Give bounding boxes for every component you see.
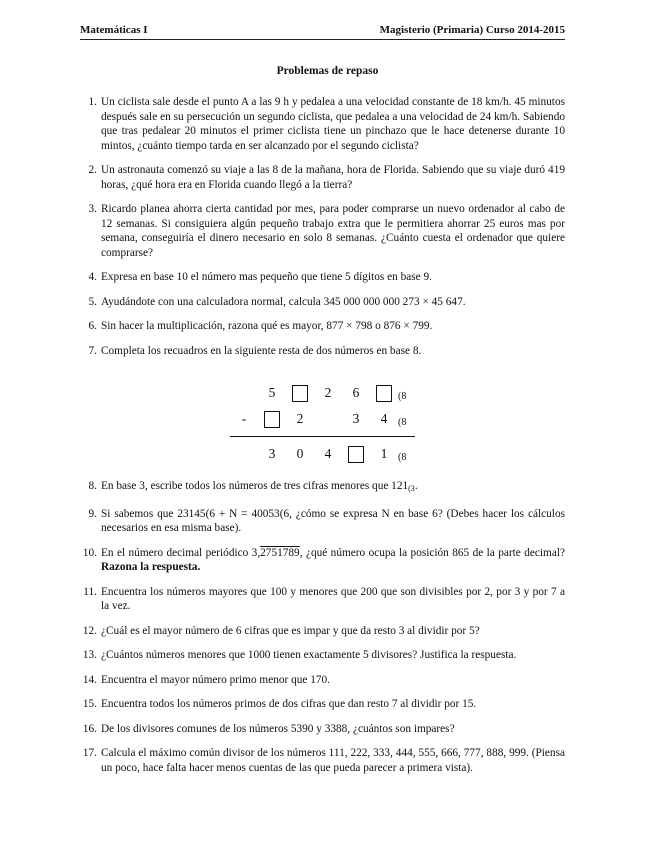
problem-number: 10. <box>82 546 97 559</box>
base8-subtraction <box>230 380 430 467</box>
problem-list <box>80 95 565 785</box>
repeating-digits: 2751789 <box>260 546 300 559</box>
problem-text <box>101 546 565 575</box>
problem-text: Encuentra el mayor número primo menor que 170. <box>101 673 331 686</box>
problem-number: 12. <box>82 624 97 637</box>
digit: 3 <box>268 445 276 461</box>
digit: 5 <box>268 384 276 400</box>
page-header <box>80 24 565 40</box>
problem-text: Encuentra todos los números primos de dos cifras que dan resto 7 al dividir por 15. <box>101 698 477 710</box>
problem-number: 16. <box>82 722 97 735</box>
digit <box>230 441 258 467</box>
problem-number: 9. <box>88 507 97 520</box>
problem-16 <box>80 722 565 737</box>
problem-2 <box>80 163 565 192</box>
problem-number: 11. <box>83 585 97 598</box>
problem-number: 1. <box>88 96 97 108</box>
digit <box>314 406 342 432</box>
base-label: (8 <box>398 451 407 463</box>
problem-7 <box>80 344 565 359</box>
minus-sign: - <box>241 410 247 426</box>
subtraction-rule <box>230 436 415 437</box>
digit: 4 <box>324 445 332 461</box>
problem-number: 13. <box>82 649 97 661</box>
digit: 6 <box>352 384 360 400</box>
problem-number: 8. <box>88 480 97 492</box>
digit: 1 <box>380 445 388 461</box>
minuend-row <box>230 380 430 406</box>
problem-text-main: En base 3, escribe todos los números de tres cifras menores que 121 <box>101 480 409 492</box>
problem-12 <box>80 624 565 639</box>
base-label: (8 <box>398 416 407 428</box>
subtrahend-row <box>230 406 430 432</box>
problem-number: 3. <box>88 203 97 215</box>
empty-box-icon <box>376 385 392 402</box>
emphasis-text: Razona la respuesta. <box>101 561 201 573</box>
problem-text: Calcula el máximo común divisor de los números 111, 222, 333, 444, 555, 666, 777, 888, 999. (Piensa un poco, hace falta hacer menos cuentas de las que pueda parecer a primera vista). <box>101 747 565 774</box>
problem-4 <box>80 270 565 285</box>
problem-text: Un astronauta comenzó su viaje a las 8 de la mañana, hora de Florida. Sabiendo que su viaje duró 419 horas, ¿qué hora era en Florida cuando llegó a la tierra? <box>101 164 565 191</box>
blank-box[interactable] <box>258 406 286 432</box>
blank-box[interactable] <box>370 380 398 406</box>
problem-text <box>101 479 565 497</box>
problem-14 <box>80 673 565 688</box>
page-title: Problemas de repaso <box>276 65 379 77</box>
problem-1 <box>80 95 565 153</box>
blank-box[interactable] <box>286 380 314 406</box>
problem-text: Completa los recuadros en la siguiente resta de dos números en base 8. <box>101 344 422 357</box>
problem-text: Ricardo planea ahorra cierta cantidad por mes, para poder comprarse un nuevo ordenador al cabo de 12 semanas. Si consiguiera algún pequeño trabajo extra que le permitiera ahorrar 25 euros mas por semana, conseguiría el dinero necesario en solo 8 semanas. ¿Cuánto cuesta el ordenador que quiere comprarse? <box>101 203 565 259</box>
empty-box-icon <box>264 411 280 428</box>
problem-3 <box>80 202 565 260</box>
problem-text: ¿Cuál es el mayor número de 6 cifras que es impar y que da resto 3 al dividir por 5? <box>101 624 480 637</box>
problem-15 <box>80 697 565 712</box>
problem-10 <box>80 546 565 575</box>
problem-number: 14. <box>82 673 97 686</box>
course-info: Magisterio (Primaria) Curso 2014-2015 <box>379 24 565 36</box>
problem-11 <box>80 585 565 614</box>
problem-number: 5. <box>88 295 97 308</box>
problem-text-pre: En el número decimal periódico 3, <box>101 546 261 559</box>
problem-text: Ayudándote con una calculadora normal, calcula 345 000 000 000 273 × 45 647. <box>101 295 466 308</box>
blank-box[interactable] <box>342 441 370 467</box>
empty-box-icon <box>348 446 364 463</box>
problem-17 <box>80 746 565 775</box>
problem-text: ¿Cuántos números menores que 1000 tienen exactamente 5 divisores? Justifica la respuesta. <box>101 649 517 661</box>
problem-number: 7. <box>88 344 97 357</box>
digit: 2 <box>324 384 332 400</box>
digit: 2 <box>296 410 304 426</box>
problem-6 <box>80 319 565 334</box>
problem-number: 15. <box>82 698 97 710</box>
result-row <box>230 441 430 467</box>
empty-box-icon <box>292 385 308 402</box>
problem-number: 2. <box>88 164 97 176</box>
digit: 4 <box>380 410 388 426</box>
problem-number: 6. <box>88 320 97 332</box>
problem-9 <box>80 507 565 536</box>
problem-text: Un ciclista sale desde el punto A a las 9 h y pedalea a una velocidad constante de 18 km/h. 45 minutos después sale en su persecución un segundo ciclista, que pedalea a una velocidad de 24 km/h. Sabiendo que tras pedalear 20 minutos el primer ciclista tiene un pinchazo que le hace detenerse durante 10 mintos, ¿cuánto tiempo tarda en ser alcanzado por el segundo ciclista? <box>101 96 565 152</box>
digit <box>230 380 258 406</box>
problem-text: Sin hacer la multiplicación, razona qué es mayor, 877 × 798 o 876 × 799. <box>101 320 433 332</box>
problem-text-post: , ¿qué número ocupa la posición 865 de la parte decimal? <box>299 546 565 559</box>
problem-5 <box>80 295 565 310</box>
problem-text: Encuentra los números mayores que 100 y menores que 200 que son divisibles por 2, por 3 y por 7 a la vez. <box>101 585 565 612</box>
course-name: Matemáticas I <box>80 24 148 36</box>
problem-text: De los divisores comunes de los números 5390 y 3388, ¿cuántos son impares? <box>101 722 455 735</box>
problem-8 <box>80 479 565 497</box>
problem-text: Si sabemos que 23145(6 + N = 40053(6, ¿cómo se expresa N en base 6? (Debes hacer los cálculos necesarios en esa misma base). <box>101 507 565 534</box>
base-label: (8 <box>398 390 407 402</box>
problem-text-end: . <box>414 480 418 492</box>
digit: 0 <box>296 445 304 461</box>
digit: 3 <box>352 410 360 426</box>
problem-number: 4. <box>88 271 97 283</box>
base-subscript: (3 <box>408 484 415 493</box>
problem-text: Expresa en base 10 el número mas pequeño que tiene 5 dígitos en base 9. <box>101 271 432 283</box>
problem-number: 17. <box>82 747 97 759</box>
problem-13 <box>80 648 565 663</box>
